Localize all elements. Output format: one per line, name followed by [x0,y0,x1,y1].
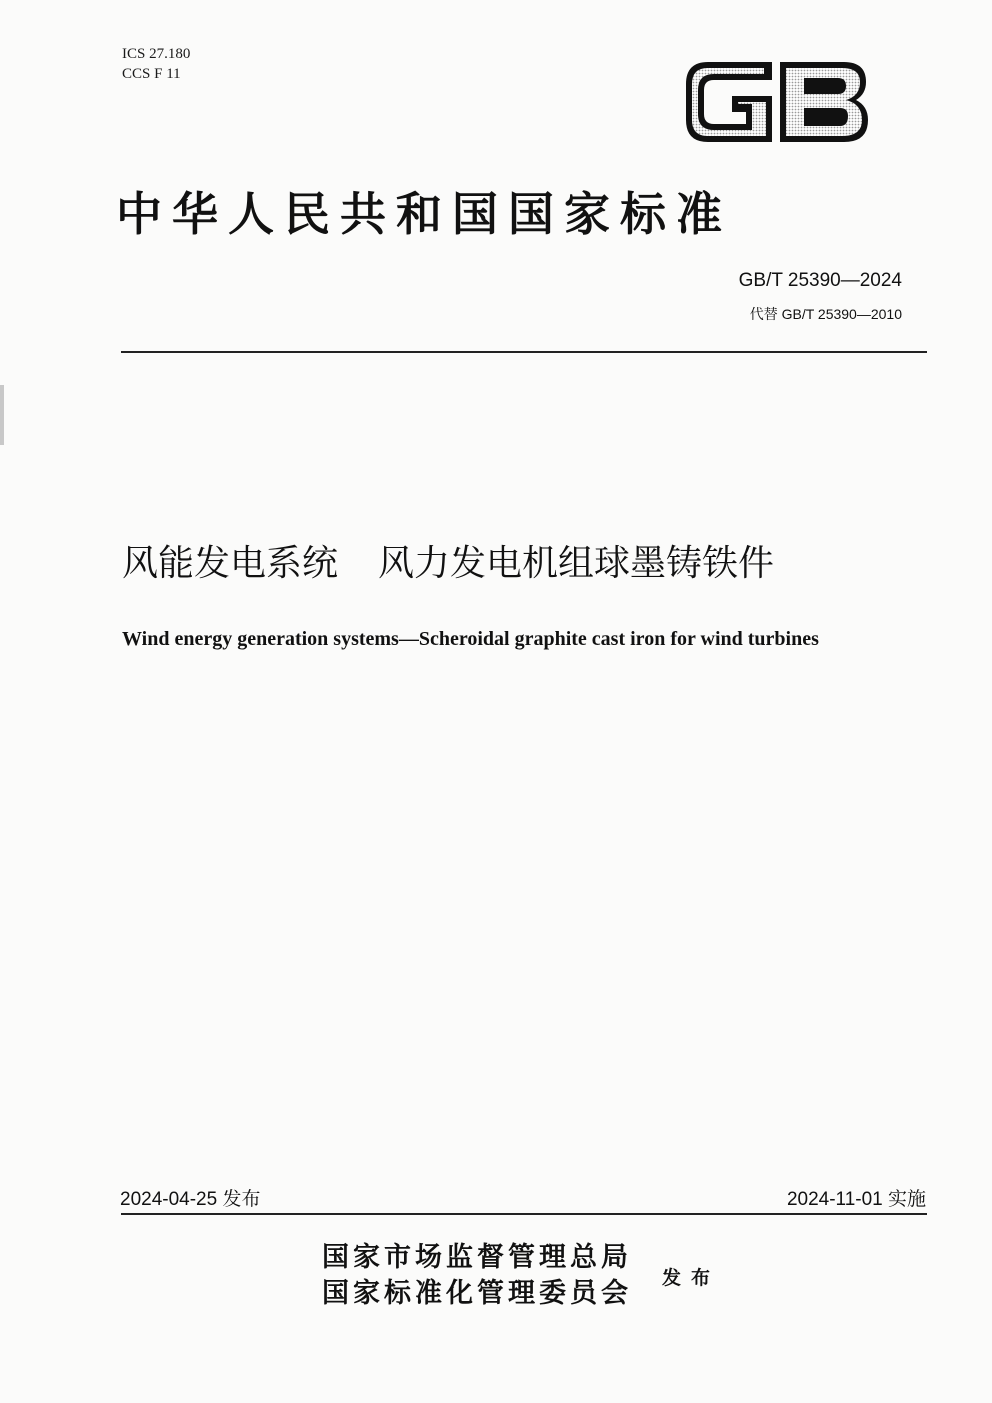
chinese-title-part1: 风能发电系统 [122,543,339,584]
english-title: Wind energy generation systems—Scheroidal graphite cast iron for wind turbines [122,628,819,650]
chinese-title [122,538,774,590]
gb-standard-logo [680,54,872,150]
issue-date: 2024-04-25 发布 [120,1189,261,1210]
issuing-authorities [322,1240,632,1312]
implementation-date: 2024-11-01 实施 [786,1189,926,1210]
publish-label: 发布 [662,1267,721,1289]
top-divider [121,351,927,353]
standard-number: GB/T 25390—2024 [738,270,902,291]
replaces-standard: 代替 GB/T 25390—2010 [749,306,902,322]
classification-codes [122,44,190,84]
ics-code: ICS 27.180 [122,46,191,62]
chinese-title-part2: 风力发电机组球墨铸铁件 [378,543,775,584]
scan-edge-mark [0,385,4,445]
national-standard-title: 中华人民共和国国家标准 [116,187,732,241]
bottom-divider [121,1213,927,1215]
issuer-samr: 国家市场监督管理总局 [322,1242,632,1273]
ccs-code: CCS F 11 [122,66,181,82]
issuer-sac: 国家标准化管理委员会 [322,1278,632,1309]
